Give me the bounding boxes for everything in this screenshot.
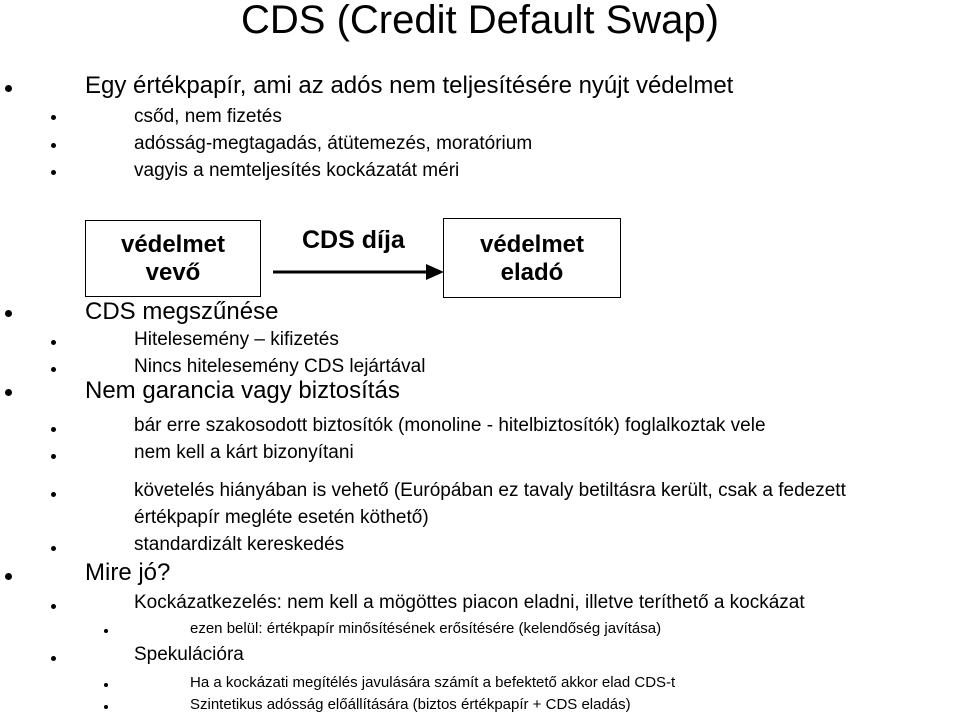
page-title: CDS (Credit Default Swap) xyxy=(241,0,719,42)
section2-heading: CDS megszűnése xyxy=(85,298,279,325)
buyer-label-line2: vevő xyxy=(145,259,201,286)
section3-item: követelés hiányában is vehető (Európában ez tavaly betiltásra került, csak a fedezett xyxy=(134,480,846,501)
section2-item: Hitelesemény – kifizetés xyxy=(134,329,339,350)
section1-item: vagyis a nemteljesítés kockázatát méri xyxy=(134,160,460,181)
bullet-icon xyxy=(51,656,56,661)
section1-item: csőd, nem fizetés xyxy=(134,106,282,127)
protection-seller-box xyxy=(443,218,621,298)
bullet-icon xyxy=(51,340,56,345)
cds-fee-label: CDS díja xyxy=(302,226,405,254)
section3-heading: Nem garancia vagy biztosítás xyxy=(85,377,400,404)
bullet-icon xyxy=(51,546,56,551)
section4-item: Kockázatkezelés: nem kell a mögöttes piacon eladni, illetve teríthető a kockázat xyxy=(134,592,805,613)
bullet-icon xyxy=(104,629,108,633)
buyer-label-line1: védelmet xyxy=(120,231,226,258)
bullet-icon xyxy=(51,170,56,175)
bullet-icon xyxy=(51,427,56,432)
bullet-icon xyxy=(51,492,56,497)
bullet-icon xyxy=(51,367,56,372)
bullet-icon xyxy=(51,115,56,120)
section3-item: standardizált kereskedés xyxy=(134,534,345,555)
section4-subitem: Ha a kockázati megítélés javulására számít a befektető akkor elad CDS-t xyxy=(190,674,676,691)
section4-item: Spekulációra xyxy=(134,644,244,665)
protection-buyer-box xyxy=(85,220,261,297)
bullet-icon xyxy=(104,705,108,709)
section2-item: Nincs hitelesemény CDS lejártával xyxy=(134,356,426,377)
section3-item: nem kell a kárt bizonyítani xyxy=(134,442,354,463)
section3-item-continuation: értékpapír megléte esetén köthető) xyxy=(134,507,429,528)
fee-arrow-icon xyxy=(270,260,450,284)
bullet-icon xyxy=(51,604,56,609)
section4-subitem: Szintetikus adósság előállítására (biztos értékpapír + CDS eladás) xyxy=(190,696,631,713)
section1-item: adósság-megtagadás, átütemezés, moratórium xyxy=(134,133,533,154)
section4-subitem: ezen belül: értékpapír minősítésének erősítésére (kelendőség javítása) xyxy=(190,620,662,637)
section3-item: bár erre szakosodott biztosítók (monoline - hitelbiztosítók) foglalkoztak vele xyxy=(134,415,766,436)
bullet-icon xyxy=(51,454,56,459)
bullet-icon xyxy=(5,573,12,580)
seller-label-line2: eladó xyxy=(500,259,564,286)
bullet-icon xyxy=(5,85,12,92)
seller-label-line1: védelmet xyxy=(479,231,585,258)
bullet-icon xyxy=(104,683,108,687)
bullet-icon xyxy=(5,389,12,396)
section4-heading: Mire jó? xyxy=(85,559,171,586)
section1-heading: Egy értékpapír, ami az adós nem teljesítésére nyújt védelmet xyxy=(85,72,734,99)
bullet-icon xyxy=(5,310,12,317)
bullet-icon xyxy=(51,143,56,148)
